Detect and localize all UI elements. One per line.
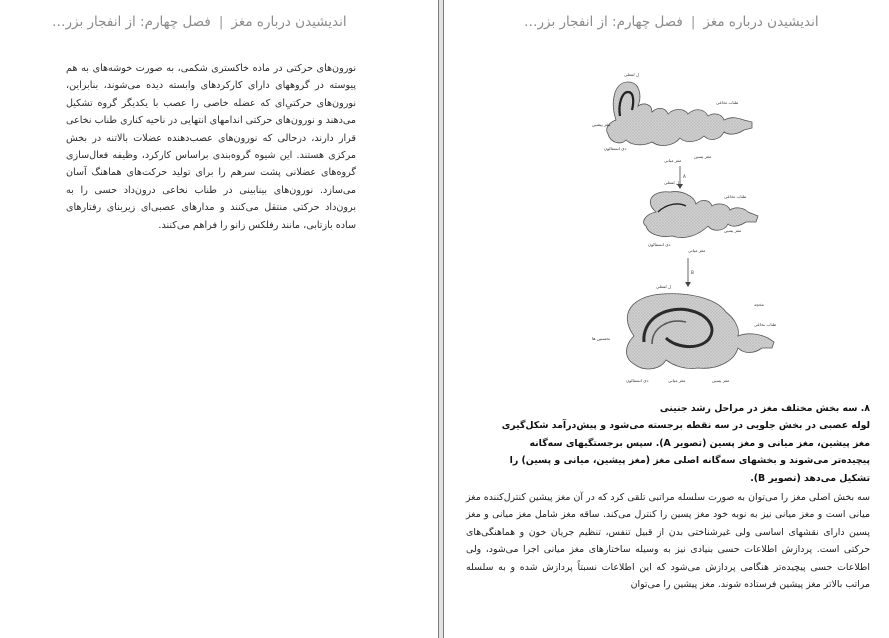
left-header-book-title: اندیشیدن درباره مغز xyxy=(231,14,347,30)
caption-bold-line-1: لوله عصبی در بخش جلویی در سه نقطه برجسته می‌شود و پیش‌درآمد شکل‌گیری xyxy=(501,420,870,432)
caption-bold-line-4: تشکیل می‌دهد (تصویر B). xyxy=(750,472,870,484)
stage-b-label-1: ل لمعلی xyxy=(664,180,679,185)
right-header-book-title: اندیشیدن درباره مغز xyxy=(703,14,819,30)
caption-bold-line-3: پیچیده‌تر می‌شوند و بخشهای سه‌گانه اصلی مغز (مغز پیشین، میانی و پسین) را xyxy=(509,455,870,467)
caption-bold-line-2: مغز پیشین، مغز میانی و مغز پسین (تصویر A). سپس برجستگیهای سه‌گانه xyxy=(529,437,870,449)
caption-body-text: سه بخش اصلی مغز را می‌توان به صورت سلسله مراتبی تلقی کرد که در آن مغز پیشین کنترل‌کننده مغز میانی است و مغز میانی نیز به نوبه خود مغز پسین را کنترل می‌کند. ساقه مغز شامل مغز میانی و مغز پسین دارای نقشهای اساسی ولی غیرشناختی بدن از قبیل تنفس، تنظیم جریان خون و هماهنگی‌های حرکتی است. پردازش اطلاعات حسی بنیادی نیز به وسیله ساختارهای مغز میانی اجرا می‌شود، ولی اطلاعات حسی پیچیده‌تر هنگامی پردازش می‌شود که این اطلاعات نسبتاً پردازش شده و به سلسله مراتب بالاتر مغز پیشین فرستاده شوند. مغز پیشین را می‌توان xyxy=(466,492,870,591)
stage-b-label-4: مغز پسین xyxy=(724,228,742,233)
stage-b-label-3: دی انسفالون xyxy=(648,242,671,247)
stage-c-diagram xyxy=(592,284,777,383)
left-header-separator: | xyxy=(218,14,224,30)
stage-a-marker: A xyxy=(683,174,686,179)
stage-b-arrowhead xyxy=(685,282,691,287)
stage-b-label-2: طناب نخاعی xyxy=(724,194,747,199)
left-header-chapter-title: فصل چهارم: از انفجار بزر… xyxy=(52,14,211,30)
left-running-header xyxy=(52,14,347,30)
stage-b-diagram xyxy=(644,180,758,287)
figure-caption xyxy=(466,400,870,593)
caption-title: ۸. سه بخش مختلف مغز در مراحل رشد جنینی xyxy=(659,403,870,414)
stage-b-label-5: مغز میانی xyxy=(688,248,706,253)
stage-a-label-1: ل لمعلی xyxy=(624,72,639,77)
stage-a-label-5: مغز میانی xyxy=(664,158,682,163)
right-running-header xyxy=(524,14,819,30)
stage-c-label-4: نخستین ها xyxy=(592,336,611,341)
stage-c-label-7: مغز پسین xyxy=(712,378,730,383)
brain-development-figure xyxy=(548,66,788,396)
stage-c-label-3: طناب نخاعی xyxy=(754,322,777,327)
left-paragraph: نورون‌های حرکتی در ماده خاکستری شکمی، به صورت خوشه‌های به هم پیوسته در گروههای دارای کارکردهای وابسته دیده می‌شوند، بنابراین، نورون‌های حرکتیِ‌ای که عضله خاصی را عصب با یکدیگر گروه تشکیل می‌دهند و نورون‌های حرکتی اندامهای انتهایی در ناحیه کناری طناب نخاعی قرار دارند، درحالی که نورون‌های عصب‌دهنده عضلات بالاتنه در بخش مرکزی هستند. این شیوه گروه‌بندی براساس کارکرد، وظیفه فعال‌سازی گروه‌های عضلانی پشت سرهم را برای تولید حرکت‌های هماهنگ آسان می‌سازد. نورون‌های بینابینی در طناب نخاعی درون‌داد حسی را به برون‌داد حرکتی منتقل می‌کنند و مدارهای عصبی‌ای زیربنای رفتارهای ساده بازتابی، مانند رفلکس زانو را فراهم می‌کنند. xyxy=(66,63,356,231)
right-header-separator: | xyxy=(690,14,696,30)
left-body-text xyxy=(66,60,356,234)
stage-a-label-2: طناب نخاعی xyxy=(716,100,739,105)
stage-c-label-5: دی انسفالون xyxy=(626,378,649,383)
stage-c-label-1: ل لمعلی xyxy=(656,284,671,289)
stage-a-diagram xyxy=(592,72,752,189)
stage-a-label-3: دی انسفالون xyxy=(604,146,627,151)
stage-b-marker: B xyxy=(691,270,694,275)
stage-a-label-6: مغز پیشین xyxy=(592,122,611,127)
left-page xyxy=(0,0,438,638)
stage-c-label-6: مغز میانی xyxy=(668,378,686,383)
right-page xyxy=(444,0,889,638)
right-header-chapter-title: فصل چهارم: از انفجار بزر… xyxy=(524,14,683,30)
neural-tube-stage-c xyxy=(627,294,775,369)
stage-c-label-2: مخچه xyxy=(754,302,764,307)
stage-a-label-4: مغز پسین xyxy=(694,154,712,159)
